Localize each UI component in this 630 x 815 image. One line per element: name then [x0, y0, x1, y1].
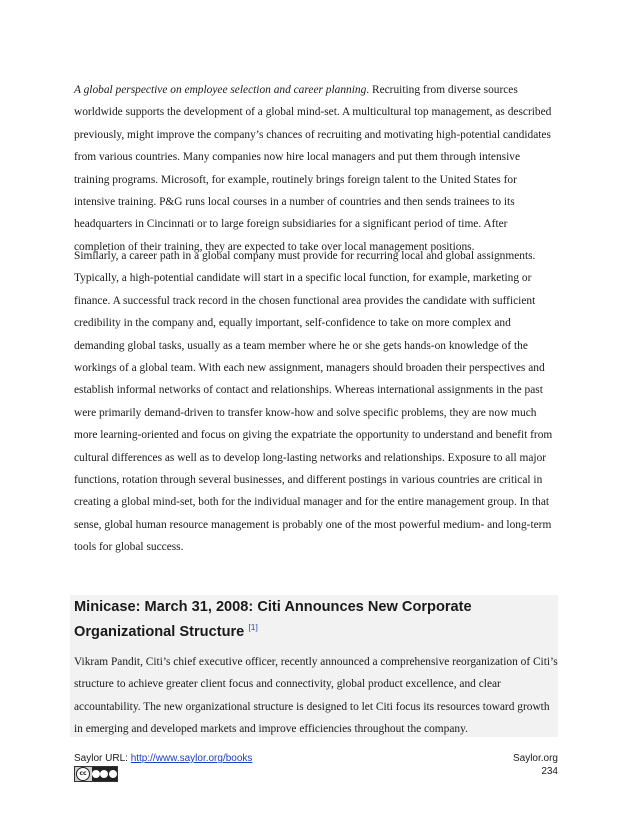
license-conditions-icon — [92, 767, 117, 781]
cc-logo-icon: cc — [76, 767, 90, 781]
footer-page-info — [513, 752, 558, 778]
paragraph-global-perspective — [74, 79, 558, 258]
footer-url-link[interactable]: http://www.saylor.org/books — [130, 753, 253, 764]
page-number: 234 — [541, 766, 558, 777]
footer-site: Saylor.org — [512, 753, 558, 764]
paragraph-body: . Recruiting from diverse sources worldwide supports the development of a global mind-set. A multicultural top management, as described previously, might improve the company’s chances of recruiting and motivating high-potential candidates from various countries. Many companies now hire local managers and put them through intensive training programs. Microsoft, for example, routinely brings foreign talent to the United States for intensive training. P&G runs local courses in a number of countries and then sends trainees to its headquarters in Cincinnati or to large foreign subsidiaries for a significant period of time. After completion of their training, they are expected to take over local management positions. — [74, 84, 552, 253]
minicase-title-text: Minicase: March 31, 2008: Citi Announces New Corporate Organizational Structure — [74, 599, 472, 640]
footnote-reference-link[interactable]: [1] — [248, 622, 258, 632]
noncommercial-icon — [100, 770, 108, 778]
paragraph-lead-italic: A global perspective on employee selection and career planning — [74, 84, 367, 96]
footer-url-label: Saylor URL: — [74, 753, 131, 764]
share-alike-icon — [109, 770, 117, 778]
creative-commons-license-icon[interactable] — [74, 766, 118, 782]
paragraph-career-path: Similarly, a career path in a global company must provide for recurring local and global assignments. Typically, a high-potential candidate will start in a specific local function, for example, marketing or finance. A successful track record in the chosen functional area provides the candidate with sufficient credibility in the company and, equally important, self-confidence to take on more complex and demanding global tasks, usually as a team member where he or she gets hands-on knowledge of the workings of a global team. With each new assignment, managers should broaden their perspectives and establish informal networks of contact and relationships. Whereas international assignments in the past were primarily demand-driven to transfer know-how and solve specific problems, they are now much more learning-oriented and focus on giving the expatriate the opportunity to understand and benefit from cultural differences as well as to develop long-lasting networks and relationships. Exposure to all major functions, rotation through several businesses, and different postings in various countries are critical in creating a global mind-set, both for the individual manager and for the entire management group. In that sense, global human resource management is probably one of the most powerful medium- and long-term tools for global success. — [74, 250, 553, 554]
minicase-title — [74, 597, 558, 642]
minicase-paragraph: Vikram Pandit, Citi’s chief executive officer, recently announced a comprehensive reorganization of Citi’s structure to achieve greater client focus and connectivity, global product excellence, and clear accountability. The new organizational structure is designed to let Citi focus its resources toward growth in emerging and developed markets and improve efficiencies throughout the company. — [74, 656, 558, 736]
footer-source — [74, 752, 252, 765]
attribution-icon — [92, 770, 100, 778]
